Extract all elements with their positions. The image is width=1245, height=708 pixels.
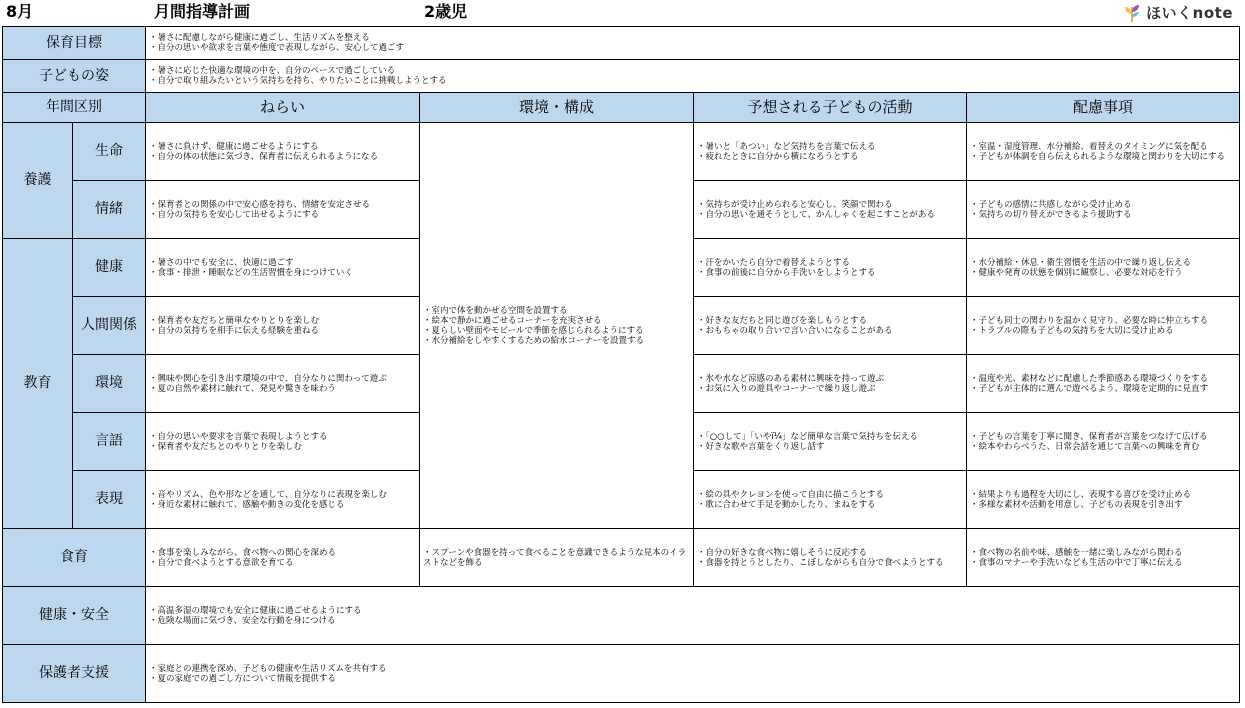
month-label: 8月 <box>6 2 34 21</box>
expression-activity: ・絵の具やクレヨンを使って自由に描こうとする ・歌に合わせて手足を動かしたり、まねをする <box>694 471 967 529</box>
goal-row <box>3 27 1240 60</box>
child-state-label: 子どもの姿 <box>3 60 146 93</box>
page-header <box>0 0 1245 26</box>
relations-aim: ・保育者や友だちと簡単なやりとりを楽しむ ・自分の気持ちを相手に伝える経験を重ねる <box>146 297 420 355</box>
safety-text: ・高温多湿の環境でも安全に健康に過ごせるようにする ・危険な場面に気づき、安全な行動を身につける <box>146 587 1240 645</box>
life-activity: ・暑いと「あつい」など気持ちを言葉で伝える ・疲れたときに自分から横になろうとする <box>694 123 967 181</box>
safety-label: 健康・安全 <box>3 587 146 645</box>
yogo-label: 養護 <box>3 123 73 239</box>
activities-header: 予想される子どもの活動 <box>694 93 967 123</box>
health-aim: ・暑さの中でも安全に、快適に過ごす ・食事・排泄・睡眠などの生活習慣を身につけていく <box>146 239 420 297</box>
brand-logo <box>1123 3 1233 23</box>
env-label: 環境 <box>73 355 146 413</box>
child-state-text: ・暑さに応じた快適な環境の中を、自分のペースで過ごしている ・自分で取り組みたいという気持ちを持ち、やりたいことに挑戦しようとする <box>146 60 1240 93</box>
row-life <box>3 123 1240 181</box>
life-care: ・室温・湿度管理、水分補給、着替えのタイミングに気を配る ・子どもが体調を自ら伝えられるような環境と関わりを大切にする <box>967 123 1240 181</box>
food-activity: ・自分の好きな食べ物に嬉しそうに反応する ・食器を持とうとしたり、こぼしながらも自分で食べようとする <box>694 529 967 587</box>
relations-care: ・子ども同士の関わりを温かく見守り、必要な時に仲立ちする ・トラブルの際も子どもの気持ちを大切に受け止める <box>967 297 1240 355</box>
life-aim: ・暑さに負けず、健康に過ごせるようにする ・自分の体の状態に気づき、保育者に伝えられるようになる <box>146 123 420 181</box>
logo-text: ほいくnote <box>1146 4 1233 22</box>
emotion-label: 情緒 <box>73 181 146 239</box>
expression-label: 表現 <box>73 471 146 529</box>
health-label: 健康 <box>73 239 146 297</box>
language-aim: ・自分の思いや要求を言葉で表現しようとする ・保育者や友だちとのやりとりを楽しむ <box>146 413 420 471</box>
env-aim: ・興味や関心を引き出す環境の中で、自分なりに関わって遊ぶ ・夏の自然や素材に触れて、発見や驚きを味わう <box>146 355 420 413</box>
aim-header: ねらい <box>146 93 420 123</box>
relations-activity: ・好きな友だちと同じ遊びを楽しもうとする ・おもちゃの取り合いで言い合いになることがある <box>694 297 967 355</box>
monthly-plan-table <box>2 26 1240 703</box>
env-care: ・温度や光、素材などに配慮した季節感ある環境づくりをする ・子どもが主体的に選んで遊べるよう、環境を定期的に見直す <box>967 355 1240 413</box>
goal-label: 保育目標 <box>3 27 146 60</box>
row-food <box>3 529 1240 587</box>
health-activity: ・汗をかいたら自分で着替えようとする ・食事の前後に自分から手洗いをしようとする <box>694 239 967 297</box>
food-care: ・食べ物の名前や味、感触を一緒に楽しみながら関わる ・食事のマナーや手洗いなども生活の中で丁寧に伝える <box>967 529 1240 587</box>
env-activity: ・氷や水など涼感のある素材に興味を持って遊ぶ ・お気に入りの遊具やコーナーで繰り返し遊ぶ <box>694 355 967 413</box>
relations-label: 人間関係 <box>73 297 146 355</box>
language-activity: ・「○○して」「いやï¼」など簡単な言葉で気持ちを伝える ・好きな歌や言葉をくり返し話す <box>694 413 967 471</box>
food-aim: ・食事を楽しみながら、食べ物への関心を深める ・自分で食べようとする意欲を育てる <box>146 529 420 587</box>
parent-label: 保護者支援 <box>3 645 146 703</box>
page-title: 月間指導計画 <box>154 2 251 21</box>
emotion-aim: ・保育者との関係の中で安心感を持ち、情緒を安定させる ・自分の気持ちを安心して出せるようにする <box>146 181 420 239</box>
life-label: 生命 <box>73 123 146 181</box>
annual-label: 年間区別 <box>3 93 146 123</box>
column-header-row <box>3 93 1240 123</box>
goal-text: ・暑さに配慮しながら健康に過ごし、生活リズムを整える ・自分の思いや欲求を言葉や態度で表現しながら、安心して過ごす <box>146 27 1240 60</box>
language-label: 言語 <box>73 413 146 471</box>
consideration-header: 配慮事項 <box>967 93 1240 123</box>
expression-care: ・結果よりも過程を大切にし、表現する喜びを受け止める ・多様な素材や活動を用意し、子どもの表現を引き出す <box>967 471 1240 529</box>
food-environment: ・スプーンや食器を持って食べることを意識できるような見本のイラストなどを飾る <box>420 529 694 587</box>
language-care: ・子どもの言葉を丁寧に聞き、保育者が言葉をつなげて広げる ・絵本やわらべうた、日常会話を通じて言葉への興味を育む <box>967 413 1240 471</box>
health-care: ・水分補給・休息・衛生習慣を生活の中で繰り返し伝える ・健康や発育の状態を個別に観察し、必要な対応を行う <box>967 239 1240 297</box>
expression-aim: ・音やリズム、色や形などを通して、自分なりに表現を楽しむ ・身近な素材に触れて、感触や動きの変化を感じる <box>146 471 420 529</box>
emotion-care: ・子どもの感情に共感しながら受け止める ・気持ちの切り替えができるよう援助する <box>967 181 1240 239</box>
parent-text: ・家庭との連携を深め、子どもの健康や生活リズムを共有する ・夏の家庭での過ごし方について情報を提供する <box>146 645 1240 703</box>
emotion-activity: ・気持ちが受け止められると安心し、笑顔で関わる ・自分の思いを通そうとして、かんしゃくを起こすことがある <box>694 181 967 239</box>
row-parent <box>3 645 1240 703</box>
age-label: 2歳児 <box>424 2 468 21</box>
leaf-icon <box>1123 3 1141 23</box>
environment-header: 環境・構成 <box>420 93 694 123</box>
kyoiku-label: 教育 <box>3 239 73 529</box>
row-safety <box>3 587 1240 645</box>
environment-cell: ・室内で体を動かせる空間を設置する ・絵本で静かに過ごせるコーナーを充実させる ・夏らしい壁面やモビールで季節を感じられるようにする ・水分補給をしやすくするための給水コーナーを設置する <box>420 123 694 529</box>
child-state-row <box>3 60 1240 93</box>
food-label: 食育 <box>3 529 146 587</box>
